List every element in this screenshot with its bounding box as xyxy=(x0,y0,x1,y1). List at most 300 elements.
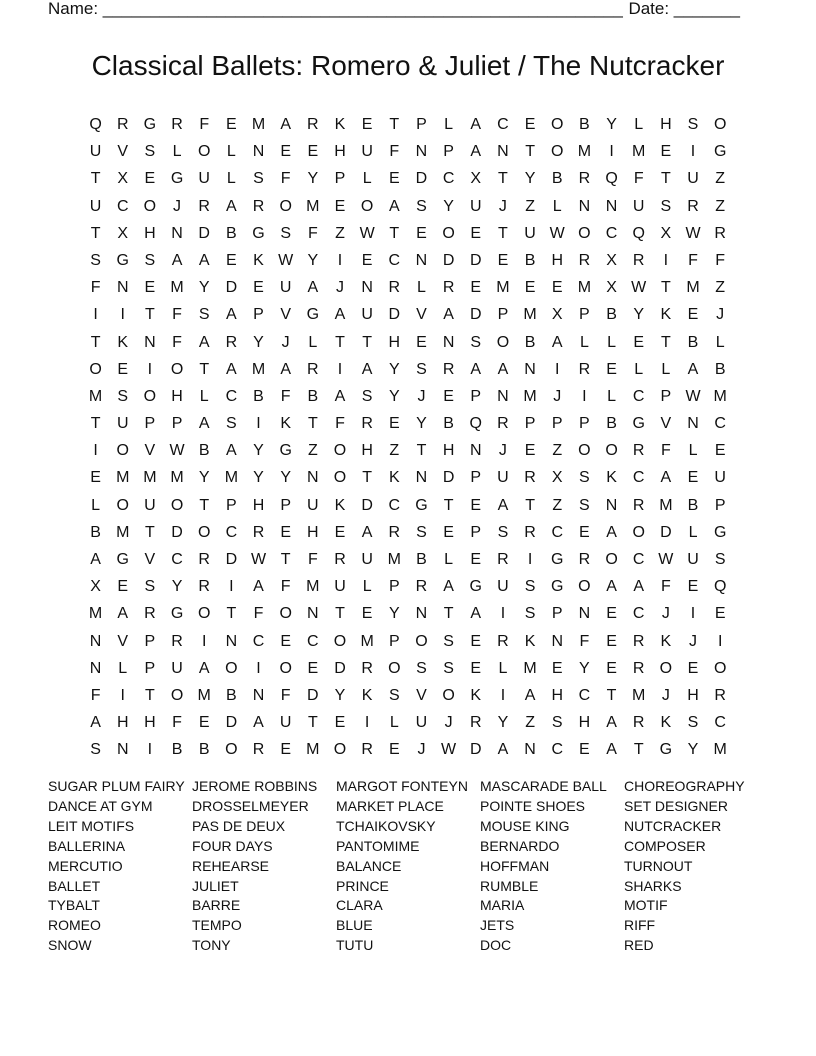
grid-letter: E xyxy=(388,170,400,188)
grid-letter: A xyxy=(524,686,536,704)
grid-letter: T xyxy=(660,333,671,351)
grid-letter: S xyxy=(361,387,373,405)
grid-letter: R xyxy=(497,551,509,568)
grid-letter: D xyxy=(415,170,428,188)
grid-letter: E xyxy=(361,116,373,133)
grid-letter: O xyxy=(551,116,564,133)
grid-letter: E xyxy=(606,605,617,623)
grid-letter: V xyxy=(416,686,427,704)
grid-letter: R xyxy=(469,714,482,732)
grid-letter: A xyxy=(606,741,617,759)
grid-letter: R xyxy=(252,741,265,759)
grid-letter: D xyxy=(334,659,346,677)
grid-letter: E xyxy=(334,197,346,215)
word-list-item: MARKET PLACE xyxy=(336,797,444,814)
grid-letter: R xyxy=(524,469,536,487)
grid-letter: E xyxy=(361,605,373,623)
grid-letter: F xyxy=(280,170,291,188)
grid-letter: O xyxy=(170,496,184,514)
grid-letter: R xyxy=(225,333,238,351)
grid-letter: Q xyxy=(713,578,727,596)
grid-letter: V xyxy=(144,551,156,568)
grid-letter: M xyxy=(116,523,130,541)
word-list-item: REHEARSE xyxy=(192,857,270,874)
grid-letter: G xyxy=(252,224,265,242)
grid-letter: W xyxy=(549,224,565,242)
grid-letter: N xyxy=(687,415,699,433)
grid-letter: X xyxy=(606,251,617,269)
grid-letter: E xyxy=(470,496,482,514)
grid-letter: M xyxy=(251,360,266,378)
grid-row xyxy=(82,573,734,600)
grid-letter: S xyxy=(470,333,482,351)
date-field: Date: _______ xyxy=(628,0,740,18)
grid-letter: E xyxy=(334,523,346,541)
grid-letter: D xyxy=(469,306,482,324)
grid-letter: E xyxy=(606,360,617,378)
grid-letter: Z xyxy=(525,714,535,732)
grid-letter: M xyxy=(197,686,211,704)
grid-letter: S xyxy=(687,714,699,732)
grid-letter: R xyxy=(388,523,401,541)
grid-letter: T xyxy=(145,306,155,324)
grid-letter: T xyxy=(90,224,101,242)
grid-row xyxy=(82,682,734,709)
grid-letter: F xyxy=(633,170,644,188)
grid-letter: O xyxy=(632,523,645,541)
grid-letter: L xyxy=(444,116,454,133)
grid-letter: L xyxy=(688,442,698,460)
grid-row xyxy=(82,736,734,763)
grid-letter: B xyxy=(606,415,617,433)
grid-letter: P xyxy=(551,605,563,623)
grid-letter: S xyxy=(144,143,156,161)
grid-letter: Y xyxy=(443,197,454,215)
grid-letter: R xyxy=(578,170,591,188)
grid-letter: U xyxy=(198,170,210,188)
grid-letter: T xyxy=(498,224,508,242)
word-list-item: CLARA xyxy=(336,897,383,914)
grid-letter: E xyxy=(361,251,373,269)
grid-letter: N xyxy=(171,224,183,242)
grid-letter: O xyxy=(333,632,347,650)
grid-letter: T xyxy=(498,170,508,188)
grid-letter: D xyxy=(388,306,401,324)
grid-letter: O xyxy=(360,197,374,215)
grid-letter: N xyxy=(415,469,428,487)
grid-letter: P xyxy=(388,632,400,650)
grid-letter: F xyxy=(715,251,726,269)
grid-letter: A xyxy=(198,333,210,351)
word-list-item: BALLERINA xyxy=(48,837,126,854)
grid-letter: J xyxy=(498,442,507,460)
grid-letter: N xyxy=(578,605,591,623)
grid-letter: D xyxy=(171,523,183,541)
grid-letter: E xyxy=(388,741,400,759)
grid-letter: E xyxy=(524,116,536,133)
grid-letter: N xyxy=(415,251,428,269)
grid-letter: U xyxy=(144,496,156,514)
grid-letter: P xyxy=(226,496,237,514)
grid-letter: Z xyxy=(307,442,318,460)
grid-row xyxy=(82,329,734,356)
grid-letter: L xyxy=(688,523,698,541)
grid-letter: L xyxy=(634,116,644,133)
grid-letter: F xyxy=(253,605,264,623)
grid-letter: R xyxy=(497,632,509,650)
grid-letter: N xyxy=(605,197,618,215)
grid-letter: O xyxy=(578,224,591,242)
grid-letter: S xyxy=(280,224,291,242)
grid-letter: N xyxy=(307,605,319,623)
grid-letter: W xyxy=(441,741,457,759)
grid-letter: C xyxy=(632,605,645,623)
grid-row xyxy=(82,492,734,519)
grid-letter: Y xyxy=(198,469,210,487)
grid-letter: M xyxy=(659,496,673,514)
grid-letter: A xyxy=(226,306,237,324)
grid-letter: Y xyxy=(606,116,617,133)
word-list-item: FOUR DAYS xyxy=(192,837,273,854)
grid-letter: S xyxy=(524,578,536,596)
grid-letter: N xyxy=(524,360,536,378)
grid-letter: O xyxy=(170,360,184,378)
grid-letter: E xyxy=(470,224,482,242)
grid-letter: Y xyxy=(388,360,400,378)
grid-letter: A xyxy=(90,551,101,568)
grid-letter: U xyxy=(116,415,129,433)
grid-letter: H xyxy=(442,442,455,460)
grid-letter: D xyxy=(361,496,373,514)
grid-letter: B xyxy=(687,333,699,351)
grid-letter: F xyxy=(172,333,182,351)
grid-letter: E xyxy=(280,523,291,541)
grid-letter: I xyxy=(120,686,125,704)
grid-row xyxy=(82,301,734,328)
grid-letter: K xyxy=(606,469,617,487)
grid-letter: H xyxy=(551,251,564,269)
grid-letter: M xyxy=(224,469,239,487)
grid-letter: G xyxy=(415,496,428,514)
grid-letter: B xyxy=(226,224,237,242)
grid-letter: Z xyxy=(715,197,726,215)
grid-letter: E xyxy=(307,659,319,677)
word-list-item: LEIT MOTIFS xyxy=(48,817,135,834)
grid-letter: C xyxy=(578,686,591,704)
grid-letter: A xyxy=(198,415,210,433)
grid-letter: A xyxy=(90,714,101,732)
grid-letter: F xyxy=(389,143,400,161)
grid-letter: I xyxy=(717,632,723,650)
grid-letter: Y xyxy=(280,469,291,487)
grid-letter: E xyxy=(497,251,509,269)
grid-letter: L xyxy=(226,170,236,188)
grid-letter: A xyxy=(253,578,264,596)
grid-letter: R xyxy=(252,197,265,215)
grid-letter: R xyxy=(116,116,129,133)
grid-letter: K xyxy=(253,251,264,269)
grid-letter: U xyxy=(89,143,102,161)
grid-letter: Y xyxy=(253,333,264,351)
grid-letter: L xyxy=(661,360,671,378)
grid-letter: M xyxy=(88,605,103,623)
grid-letter: B xyxy=(606,306,617,324)
grid-letter: C xyxy=(497,116,509,133)
grid-letter: N xyxy=(252,143,265,161)
grid-letter: R xyxy=(578,551,591,568)
word-list-item: MASCARADE BALL xyxy=(480,778,607,794)
grid-letter: T xyxy=(362,469,373,487)
grid-letter: O xyxy=(551,143,564,161)
grid-letter: I xyxy=(256,415,261,433)
grid-letter: J xyxy=(335,279,344,297)
grid-letter: A xyxy=(253,714,264,732)
grid-letter: I xyxy=(500,686,506,704)
grid-letter: R xyxy=(388,279,401,297)
word-list-item: JULIET xyxy=(192,877,239,894)
grid-letter: A xyxy=(687,360,699,378)
grid-letter: U xyxy=(361,143,373,161)
grid-letter: Y xyxy=(388,605,400,623)
grid-letter: S xyxy=(253,170,264,188)
grid-letter: N xyxy=(442,333,455,351)
grid-letter: I xyxy=(582,387,587,405)
word-list-item: COMPOSER xyxy=(624,837,706,854)
grid-letter: V xyxy=(117,632,129,650)
grid-letter: F xyxy=(199,116,210,133)
word-list-item: DANCE AT GYM xyxy=(48,797,153,814)
grid-letter: A xyxy=(307,279,319,297)
grid-letter: Y xyxy=(253,442,264,460)
grid-letter: G xyxy=(551,551,564,568)
grid-letter: A xyxy=(198,659,210,677)
grid-letter: N xyxy=(89,632,102,650)
grid-letter: K xyxy=(660,306,672,324)
grid-letter: E xyxy=(144,279,156,297)
grid-letter: J xyxy=(417,387,426,405)
grid-letter: O xyxy=(197,143,211,161)
grid-letter: S xyxy=(416,197,427,215)
grid-letter: E xyxy=(687,306,699,324)
grid-letter: E xyxy=(280,632,291,650)
grid-letter: N xyxy=(144,333,156,351)
grid-letter: N xyxy=(578,197,591,215)
grid-letter: B xyxy=(226,686,237,704)
grid-letter: L xyxy=(308,333,318,351)
grid-letter: G xyxy=(170,605,184,623)
grid-letter: O xyxy=(605,442,618,460)
grid-row xyxy=(82,655,734,682)
grid-row xyxy=(82,519,734,546)
grid-letter: H xyxy=(660,116,672,133)
grid-letter: K xyxy=(361,686,373,704)
grid-letter: D xyxy=(307,686,319,704)
grid-letter: M xyxy=(387,551,401,568)
grid-letter: N xyxy=(524,741,536,759)
grid-row xyxy=(82,628,734,655)
grid-letter: O xyxy=(415,632,428,650)
word-list-item: MARGOT FONTEYN xyxy=(336,778,468,794)
grid-letter: O xyxy=(116,442,129,460)
grid-letter: Q xyxy=(632,224,645,242)
grid-letter: A xyxy=(470,605,482,623)
grid-letter: R xyxy=(198,551,210,568)
grid-letter: A xyxy=(606,714,617,732)
grid-row xyxy=(82,600,734,627)
grid-letter: N xyxy=(469,442,482,460)
grid-letter: B xyxy=(551,170,563,188)
grid-letter: J xyxy=(716,306,725,324)
word-list-item: NUTCRACKER xyxy=(624,817,722,834)
grid-letter: C xyxy=(442,170,455,188)
grid-letter: A xyxy=(497,360,509,378)
grid-letter: O xyxy=(116,496,129,514)
grid-letter: E xyxy=(144,170,156,188)
grid-letter: B xyxy=(443,415,454,433)
grid-letter: M xyxy=(496,279,510,297)
grid-letter: E xyxy=(90,469,101,487)
grid-letter: M xyxy=(170,469,184,487)
grid-letter: V xyxy=(144,442,156,460)
grid-letter: Y xyxy=(388,387,400,405)
grid-letter: F xyxy=(688,251,698,269)
grid-letter: E xyxy=(416,224,427,242)
grid-letter: P xyxy=(497,306,509,324)
grid-letter: R xyxy=(687,197,699,215)
grid-letter: F xyxy=(280,387,291,405)
word-column xyxy=(480,777,624,956)
grid-letter: J xyxy=(553,387,562,405)
grid-letter: O xyxy=(225,659,238,677)
grid-letter: J xyxy=(661,605,670,623)
grid-letter: U xyxy=(497,578,509,596)
word-list-item: TUTU xyxy=(336,937,374,954)
grid-letter: Y xyxy=(334,686,346,704)
grid-letter: L xyxy=(417,279,426,297)
grid-letter: L xyxy=(199,387,209,405)
grid-letter: M xyxy=(170,279,184,297)
grid-letter: P xyxy=(144,659,156,677)
grid-letter: S xyxy=(416,523,427,541)
grid-letter: P xyxy=(416,116,427,133)
grid-letter: F xyxy=(335,415,345,433)
grid-letter: D xyxy=(198,224,210,242)
grid-letter: M xyxy=(143,469,157,487)
grid-letter: F xyxy=(660,578,671,596)
grid-letter: O xyxy=(442,686,455,704)
grid-letter: Y xyxy=(307,251,319,269)
grid-letter: M xyxy=(577,143,592,161)
grid-letter: N xyxy=(225,632,238,650)
grid-letter: E xyxy=(470,551,482,568)
grid-letter: N xyxy=(361,279,373,297)
grid-letter: W xyxy=(631,279,647,297)
grid-letter: A xyxy=(198,251,210,269)
grid-letter: L xyxy=(172,143,182,161)
grid-letter: N xyxy=(497,143,509,161)
grid-letter: E xyxy=(307,143,319,161)
grid-letter: K xyxy=(660,632,672,650)
grid-letter: G xyxy=(469,578,482,596)
grid-letter: O xyxy=(279,659,292,677)
grid-letter: K xyxy=(660,714,672,732)
grid-letter: T xyxy=(660,279,671,297)
grid-letter: Z xyxy=(552,496,563,514)
grid-letter: O xyxy=(197,605,211,623)
grid-letter: Y xyxy=(524,170,536,188)
grid-letter: S xyxy=(443,632,454,650)
grid-letter: I xyxy=(201,632,207,650)
grid-letter: S xyxy=(443,659,454,677)
grid-letter: O xyxy=(442,224,455,242)
word-list-item: JEROME ROBBINS xyxy=(192,778,318,794)
grid-letter: U xyxy=(279,714,292,732)
grid-letter: P xyxy=(388,578,400,596)
word-list-item: PAS DE DEUX xyxy=(192,817,286,834)
grid-letter: T xyxy=(525,143,535,161)
grid-letter: H xyxy=(252,496,265,514)
grid-letter: M xyxy=(523,659,537,677)
grid-letter: E xyxy=(443,387,454,405)
word-list-item: SUGAR PLUM FAIRY xyxy=(48,778,185,794)
grid-letter: C xyxy=(307,632,319,650)
grid-letter: S xyxy=(144,578,156,596)
grid-letter: I xyxy=(690,605,696,623)
grid-letter: W xyxy=(250,551,267,568)
grid-letter: H xyxy=(144,224,156,242)
grid-letter: I xyxy=(500,605,506,623)
grid-letter: O xyxy=(333,442,347,460)
grid-letter: L xyxy=(226,143,236,161)
word-column xyxy=(48,777,192,956)
grid-letter: F xyxy=(90,279,101,297)
grid-letter: N xyxy=(551,632,564,650)
grid-letter: U xyxy=(361,306,373,324)
grid-letter: P xyxy=(280,496,291,514)
grid-letter: A xyxy=(497,741,509,759)
grid-letter: Y xyxy=(171,578,183,596)
grid-letter: E xyxy=(388,415,400,433)
grid-row xyxy=(82,165,734,192)
grid-letter: A xyxy=(443,306,454,324)
grid-letter: Q xyxy=(89,116,102,133)
grid-letter: G xyxy=(279,442,292,460)
word-list-item: PRINCE xyxy=(336,877,389,894)
grid-letter: M xyxy=(713,741,727,759)
grid-letter: C xyxy=(714,714,726,732)
grid-letter: E xyxy=(253,279,264,297)
grid-letter: L xyxy=(91,496,101,514)
grid-letter: G xyxy=(306,306,320,324)
grid-letter: R xyxy=(415,578,428,596)
word-list-item: TURNOUT xyxy=(624,857,693,874)
grid-letter: I xyxy=(93,306,98,324)
grid-letter: T xyxy=(443,496,454,514)
grid-letter: A xyxy=(388,197,400,215)
grid-letter: H xyxy=(171,387,183,405)
grid-letter: H xyxy=(388,333,401,351)
grid-letter: G xyxy=(551,578,564,596)
grid-letter: R xyxy=(632,714,645,732)
grid-letter: T xyxy=(389,116,400,133)
grid-letter: M xyxy=(632,143,646,161)
grid-letter: E xyxy=(117,578,129,596)
grid-letter: K xyxy=(117,333,129,351)
grid-letter: R xyxy=(307,116,319,133)
grid-letter: W xyxy=(685,224,701,242)
grid-letter: S xyxy=(416,360,427,378)
grid-row xyxy=(82,464,734,491)
